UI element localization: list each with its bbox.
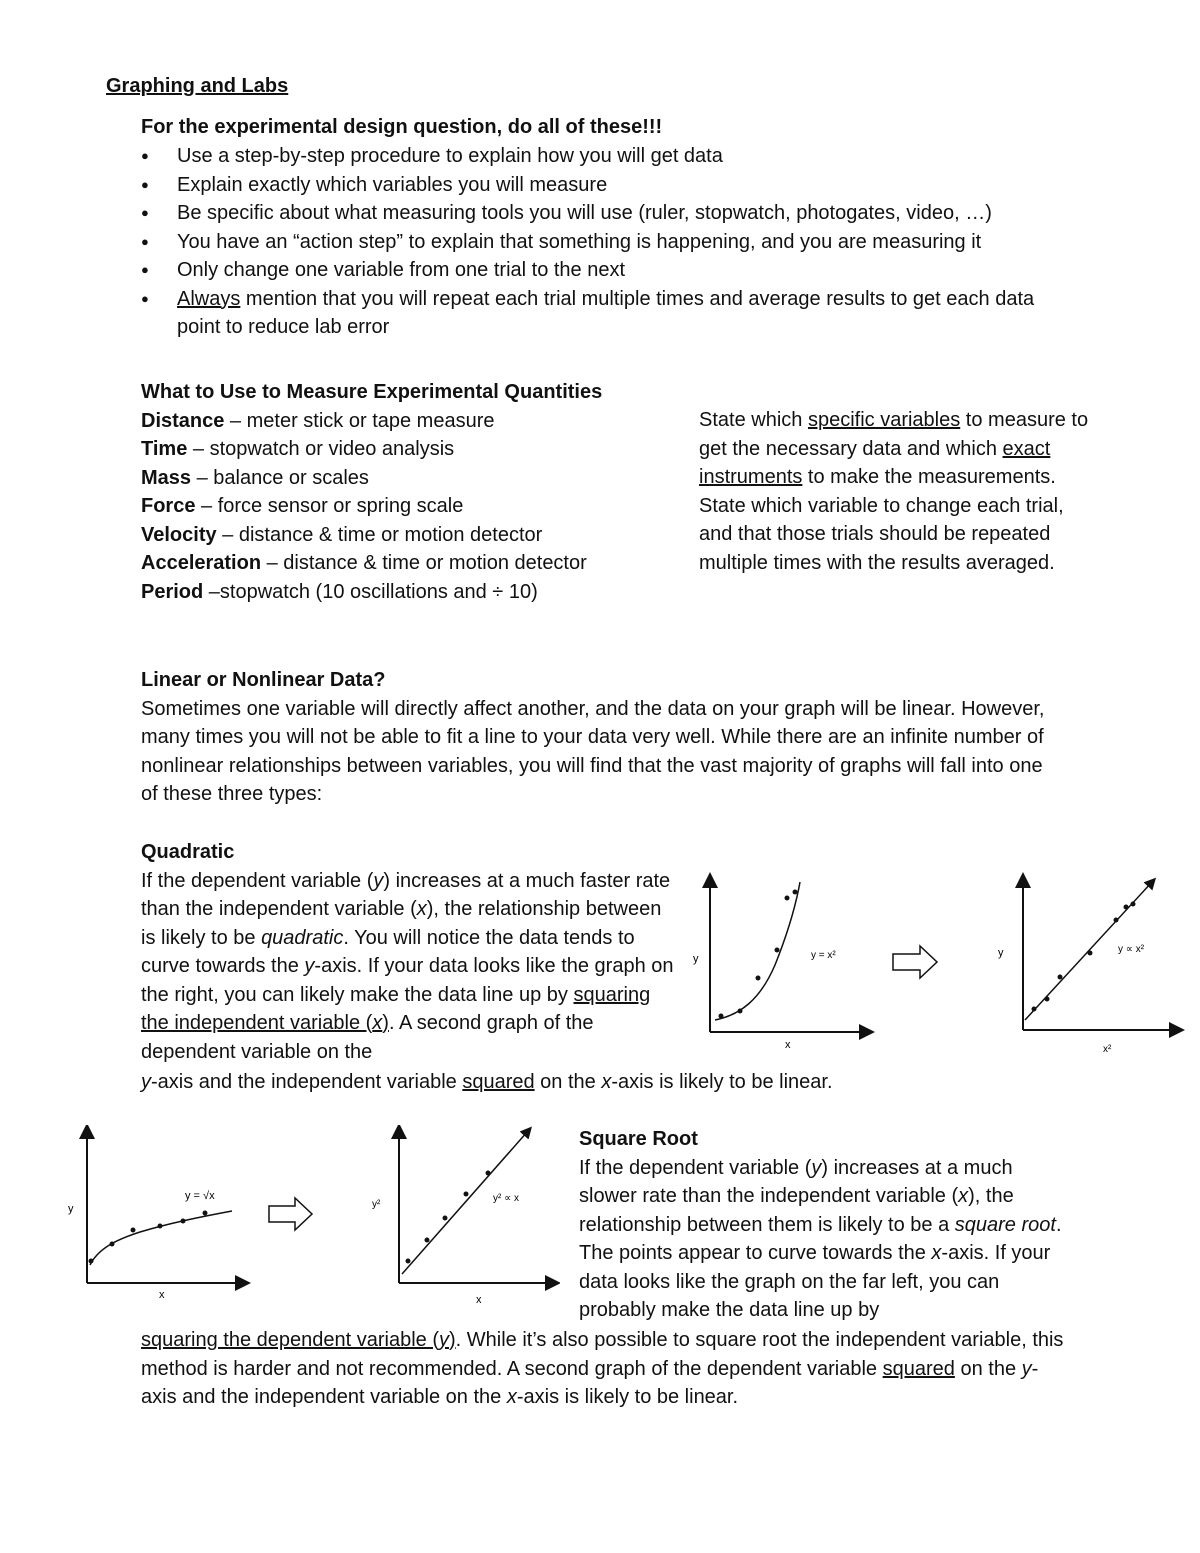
data-point (738, 1009, 743, 1014)
variable-x: x (601, 1071, 612, 1093)
page-title: Graphing and Labs (106, 75, 289, 97)
side-note (699, 406, 1089, 577)
data-point (1088, 951, 1093, 956)
body-text: -axis and the independent variable (151, 1071, 463, 1093)
variable-y: y (141, 1071, 151, 1093)
tool-term: Mass (141, 466, 192, 489)
sqrt-linear-graph (372, 1131, 553, 1306)
body-text: on the (954, 1357, 1022, 1380)
variable-y: y (373, 869, 384, 892)
list-item (141, 285, 1071, 342)
body-text: -axis and the independent variable on the (141, 1357, 1039, 1408)
body-text: ) increases at a much faster rate than the independent variable ( (141, 869, 671, 920)
body-text: ), the relationship between them is likely to be a (579, 1185, 1014, 1236)
x-axis-label: x (785, 1039, 791, 1051)
body-text: . The points appear to curve towards the (579, 1213, 1062, 1264)
data-point (443, 1216, 448, 1221)
emphasis-squared: squared (882, 1357, 955, 1380)
linear-body: Sometimes one variable will directly affect another, and the data on your graph will be linear. However, many times you will not be able to fit a line to your data very well. While there are an infinite number of nonlinear relationships between variables, you will find that the vast majority of graphs will fall into one of these three types: (141, 697, 1045, 805)
body-text: If the dependent variable ( (141, 869, 374, 892)
variable-x: x (931, 1242, 942, 1264)
body-text: . While it’s also possible to square root the independent variable, this method is harder and not recommended. A second graph of the dependent variable (141, 1329, 1064, 1380)
variable-y: y (811, 1156, 822, 1179)
body-text: If the dependent variable ( (579, 1156, 812, 1179)
data-point (486, 1171, 491, 1176)
tool-row (141, 521, 681, 550)
body-text: . You will notice the data tends to curve towards the (141, 926, 635, 977)
tool-desc: – distance & time or motion detector (261, 552, 587, 574)
list-item: ● Explain exactly which variables you will measure (141, 171, 1071, 200)
data-point (1114, 918, 1119, 923)
design-heading: For the experimental design question, do all of these!!! (141, 116, 663, 138)
tool-term: Period (141, 580, 204, 603)
body-text: ) (449, 1329, 456, 1351)
body-text: -axis is likely to be linear. (516, 1386, 739, 1408)
tools-section (141, 378, 681, 606)
bullet-text: mention that you will repeat each trial multiple times and average results to get each data point to reduce lab error (177, 287, 1035, 338)
body-text: -axis is likely to be linear. (611, 1071, 833, 1093)
x-axis-label: x (159, 1289, 165, 1301)
data-point (719, 1014, 724, 1019)
tool-row (141, 464, 681, 493)
tools-heading: What to Use to Measure Experimental Quantities (141, 381, 603, 403)
data-point (793, 890, 798, 895)
relation-label: y = √x (185, 1190, 215, 1202)
body-text: on the (534, 1071, 602, 1093)
quadratic-tail (141, 1068, 1041, 1097)
relation-label: y² ∝ x (493, 1193, 520, 1204)
list-item: ● Use a step-by-step procedure to explain how you will get data (141, 142, 1071, 171)
design-bullet-list (141, 142, 1071, 342)
tool-row (141, 578, 681, 607)
square-root-tail (141, 1326, 1071, 1412)
tool-desc: – meter stick or tape measure (224, 409, 495, 432)
tool-term: Distance (141, 409, 225, 432)
data-point (203, 1211, 208, 1216)
note-text: State which (699, 409, 808, 431)
tool-desc: –stopwatch (10 oscillations and ÷ 10) (203, 580, 538, 603)
square-root-section (579, 1125, 1069, 1325)
data-point (1045, 997, 1050, 1002)
list-item: ● Only change one variable from one trial to the next (141, 256, 1071, 285)
body-text: ) (382, 1012, 389, 1034)
data-point (158, 1224, 163, 1229)
tool-row (141, 549, 681, 578)
data-point (1032, 1007, 1037, 1012)
variable-y: y (1021, 1357, 1032, 1380)
variable-x: x (506, 1386, 517, 1408)
tool-desc: – distance & time or motion detector (216, 523, 543, 546)
data-point (1124, 905, 1129, 910)
quadratic-graphs (685, 870, 1185, 1065)
relation-label: y ∝ x² (1118, 944, 1145, 955)
data-point (425, 1238, 430, 1243)
tool-term: Velocity (141, 523, 217, 546)
note-text: to make the measurements. State which variable to change each trial, and that those trials should be repeated multiple times with the results averaged. (699, 466, 1064, 574)
body-text: squaring the independent variable ( (141, 983, 651, 1034)
square-root-heading: Square Root (579, 1128, 698, 1150)
emphasis-always: Always (177, 287, 241, 310)
fit-curve (90, 1211, 232, 1265)
variable-x: x (416, 898, 427, 920)
data-point (464, 1192, 469, 1197)
arrow-icon (893, 946, 937, 978)
tool-desc: – balance or scales (191, 466, 369, 489)
data-point (775, 948, 780, 953)
variable-x: x (372, 1012, 383, 1034)
body-text: ) increases at a much slower rate than the independent variable ( (579, 1156, 1013, 1207)
quad-curve-graph (693, 880, 867, 1051)
x-axis-label: x (476, 1294, 482, 1306)
list-item: ● You have an “action step” to explain that something is happening, and you are measuring it (141, 228, 1071, 257)
y-axis-label: y² (372, 1199, 381, 1210)
tool-term: Time (141, 438, 188, 460)
square-root-body (579, 1154, 1069, 1325)
quadratic-heading: Quadratic (141, 841, 235, 863)
emphasis-square-y (141, 1329, 456, 1351)
body-text: -axis. If your data looks like the graph on the right, you can likely make the data line up by (141, 955, 674, 1006)
linear-section (141, 666, 1061, 809)
tool-term: Force (141, 495, 196, 517)
tool-desc: – stopwatch or video analysis (187, 438, 455, 460)
data-point (756, 976, 761, 981)
data-point (785, 896, 790, 901)
note-emphasis: specific variables (807, 409, 961, 431)
tool-row (141, 492, 681, 521)
body-text: -axis. If your data looks like the graph on the far left, you can probably make the data line up by (579, 1242, 1051, 1321)
body-text: squaring the dependent variable ( (141, 1329, 439, 1351)
data-point (181, 1219, 186, 1224)
tool-row (141, 407, 681, 436)
tool-desc: – force sensor or spring scale (195, 495, 464, 517)
term-quadratic: quadratic (261, 926, 344, 949)
data-point (89, 1259, 94, 1264)
note-emphasis: exact instruments (699, 437, 1051, 488)
data-point (110, 1242, 115, 1247)
variable-x: x (958, 1185, 969, 1207)
term-square-root: square root (954, 1213, 1056, 1236)
sqrt-curve-graph (68, 1131, 243, 1301)
quadratic-section (141, 838, 681, 1066)
tool-row (141, 435, 681, 464)
arrow-icon (269, 1198, 312, 1230)
note-text: to measure to get the necessary data and which (699, 409, 1089, 460)
list-item: ● Be specific about what measuring tools you will use (ruler, stopwatch, photogates, video, …) (141, 199, 1071, 228)
square-root-graphs (60, 1125, 560, 1310)
body-text: . A second graph of the dependent variable on the (141, 1012, 594, 1063)
data-point (1131, 902, 1136, 907)
variable-y: y (439, 1329, 449, 1351)
fit-curve (715, 882, 800, 1020)
data-point (406, 1259, 411, 1264)
data-point (131, 1228, 136, 1233)
linear-heading: Linear or Nonlinear Data? (141, 669, 386, 691)
y-axis-label: y (68, 1203, 74, 1215)
variable-y: y (304, 955, 315, 977)
y-axis-label: y (998, 947, 1004, 959)
relation-label: y = x² (811, 950, 836, 961)
x-axis-label: x² (1103, 1044, 1112, 1055)
body-text: ), the relationship between is likely to be (141, 898, 662, 949)
data-point (1058, 975, 1063, 980)
emphasis-squared: squared (462, 1071, 535, 1093)
tool-term: Acceleration (141, 552, 262, 574)
y-axis-label: y (693, 953, 699, 965)
quad-linear-graph (998, 880, 1177, 1055)
quadratic-body (141, 867, 681, 1067)
